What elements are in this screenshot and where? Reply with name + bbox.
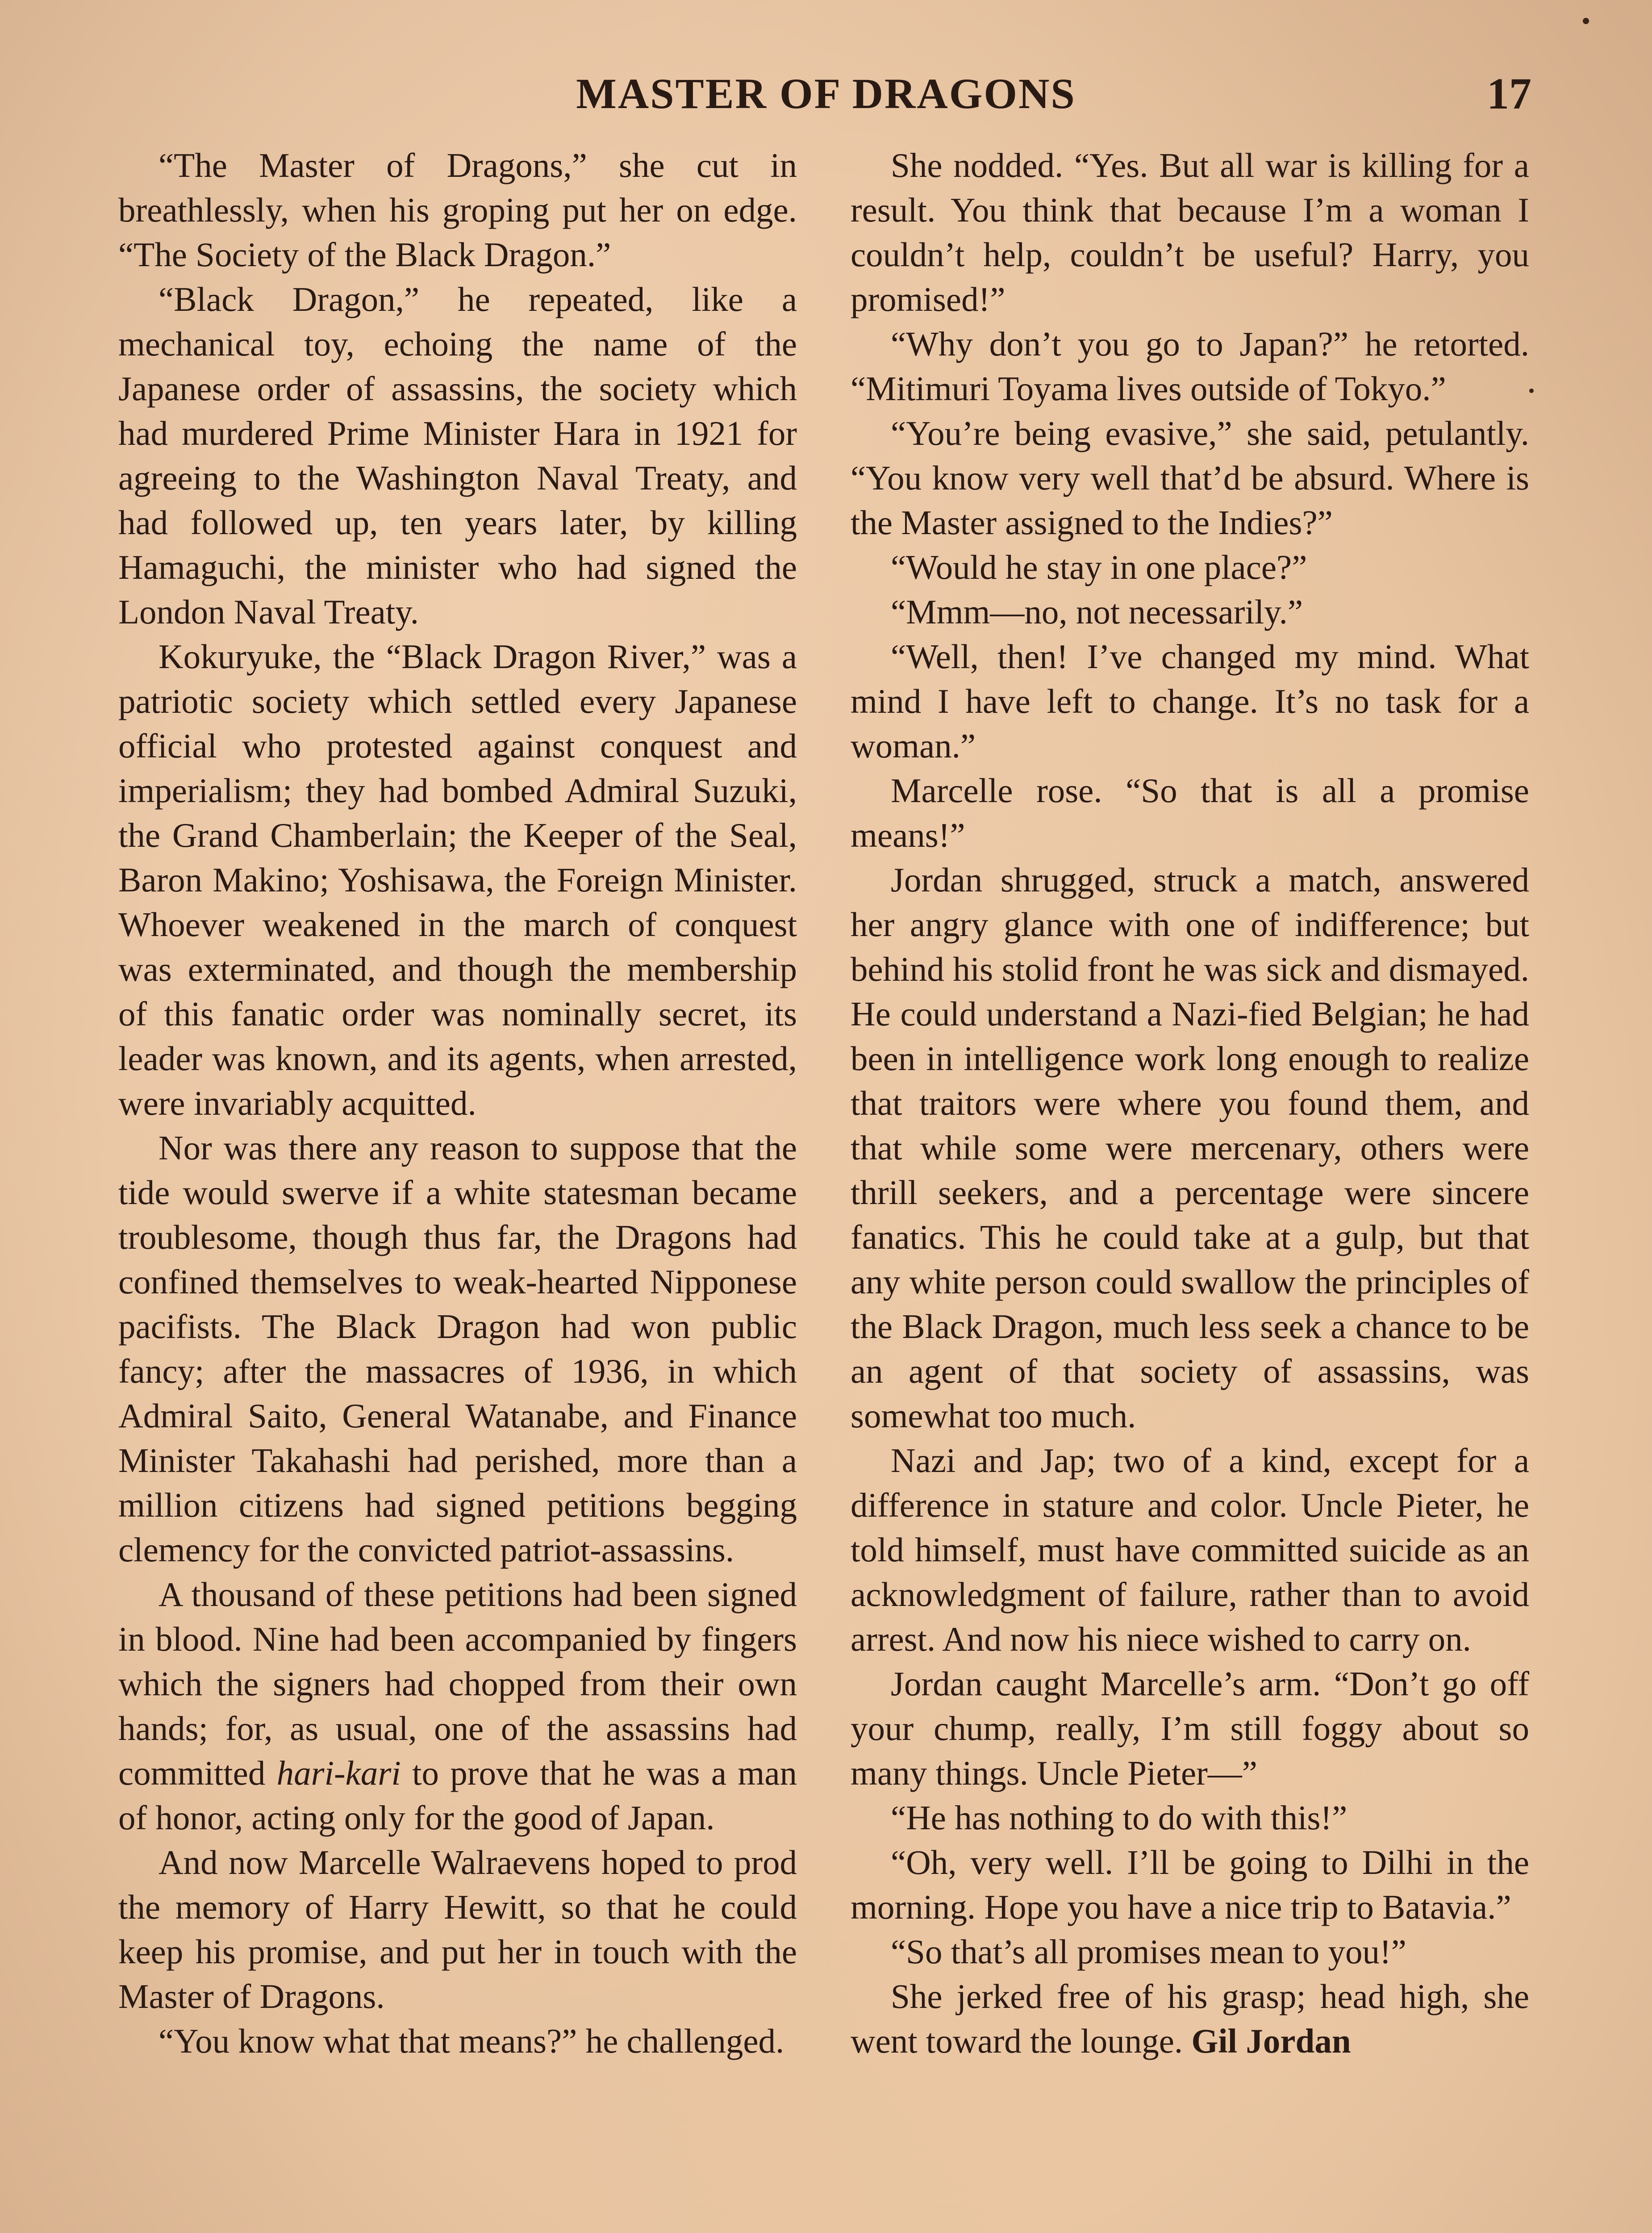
paragraph: Jordan shrugged, struck a match, answered her angry glance with one of indifference; but behind his stolid front he was sick and dismayed. He could understand a Nazi-fied Belgian; he had been in intelligence work long enough to realize that traitors were where you found them, and that while some were mercenary, others were thrill seekers, and a percentage were sincere fanatics. This he could take at a gulp, but that any white person could swallow the principles of the Black Dragon, much less seek a chance to be an agent of that society of assassins, was somewhat too much. xyxy=(851,861,1529,1435)
ink-speck xyxy=(1529,389,1534,393)
paragraph: “The Master of Dragons,” she cut in breathlessly, when his groping put her on edge. “The Society of the Black Dragon.” xyxy=(118,146,797,274)
paragraph-text: A thousand of these petitions had been signed in blood. Nine had been accompanied by fingers which the signers had chopped from their own hands; for, as usual, one of the assassins had committed xyxy=(118,1575,797,1792)
paragraph: “Why don’t you go to Japan?” he retorted. “Mitimuri Toyama lives outside of Tokyo.” xyxy=(851,325,1529,408)
paragraph: “Mmm—no, not necessarily.” xyxy=(891,593,1303,631)
paragraph: And now Marcelle Walraevens hoped to prod the memory of Harry Hewitt, so that he could keep his promise, and put her in touch with the Master of Dragons. xyxy=(118,1843,797,2016)
right-column xyxy=(851,143,1529,2063)
paragraph: “Oh, very well. I’ll be going to Dilhi in the morning. Hope you have a nice trip to Batavia.” xyxy=(851,1843,1529,1926)
paragraph: “He has nothing to do with this!” xyxy=(891,1798,1347,1837)
italic-term: hari-kari xyxy=(276,1754,401,1792)
paragraph xyxy=(851,1974,1529,2063)
page-number: 17 xyxy=(1487,69,1531,118)
paragraph: Jordan caught Marcelle’s arm. “Don’t go off your chump, really, I’m still foggy about so many things. Uncle Pieter—” xyxy=(851,1664,1529,1792)
paragraph: “So that’s all promises mean to you!” xyxy=(891,1932,1406,1971)
running-title: MASTER OF DRAGONS xyxy=(576,70,1076,117)
paragraph: Kokuryuke, the “Black Dragon River,” was a patriotic society which settled every Japanese official who protested against conquest and imperialism; they had bombed Admiral Suzuki, the Grand Chamberlain; the Keeper of the Seal, Baron Makino; Yoshisawa, the Foreign Minister. Whoever weakened in the march of conquest was exterminated, and though the membership of this fanatic order was nominally secret, its leader was known, and its agents, when arrested, were invariably acquitted. xyxy=(118,637,797,1122)
paragraph: “You’re being evasive,” she said, petulantly. “You know very well that’d be absurd. Where is the Master assigned to the Indies?” xyxy=(851,414,1529,542)
paragraph: “Well, then! I’ve changed my mind. What mind I have left to change. It’s no task for a woman.” xyxy=(851,637,1529,765)
paragraph: Nazi and Jap; two of a kind, except for a difference in stature and color. Uncle Pieter, he told himself, must have committed suicide as an acknowledgment of failure, rather than to avoid arrest. And now his niece wished to carry on. xyxy=(851,1441,1529,1658)
paragraph xyxy=(118,1572,797,1840)
paragraph: “Would he stay in one place?” xyxy=(891,548,1307,586)
paragraph: Marcelle rose. “So that is all a promise means!” xyxy=(851,771,1529,854)
page-header xyxy=(0,63,1652,125)
paragraph: She nodded. “Yes. But all war is killing for a result. You think that because I’m a woman I couldn’t help, couldn’t be useful? Harry, you promised!” xyxy=(851,146,1529,318)
paragraph-text: She jerked free of his grasp; head high, she went toward the lounge. xyxy=(851,1977,1529,2060)
paragraph: “Black Dragon,” he repeated, like a mechanical toy, echoing the name of the Japanese order of assassins, the society which had murdered Prime Minister Hara in 1921 for agreeing to the Washington Naval Treaty, and had followed up, ten years later, by killing Hamaguchi, the minister who had signed the London Naval Treaty. xyxy=(118,280,797,631)
left-column xyxy=(118,143,797,2063)
paragraph: “You know what that means?” he challenged. xyxy=(159,2022,784,2060)
paragraph-text: to prove that he was a man of honor, acting only for the good of Japan. xyxy=(118,1754,797,1837)
paragraph: Nor was there any reason to suppose that the tide would swerve if a white statesman became troublesome, though thus far, the Dragons had confined themselves to weak-hearted Nipponese pacifists. The Black Dragon had won public fancy; after the massacres of 1936, in which Admiral Saito, General Watanabe, and Finance Minister Takahashi had perished, more than a million citizens had signed petitions begging clemency for the convicted patriot-assassins. xyxy=(118,1129,797,1569)
ink-speck xyxy=(1583,18,1589,24)
bold-name: Gil Jordan xyxy=(1191,2022,1351,2060)
